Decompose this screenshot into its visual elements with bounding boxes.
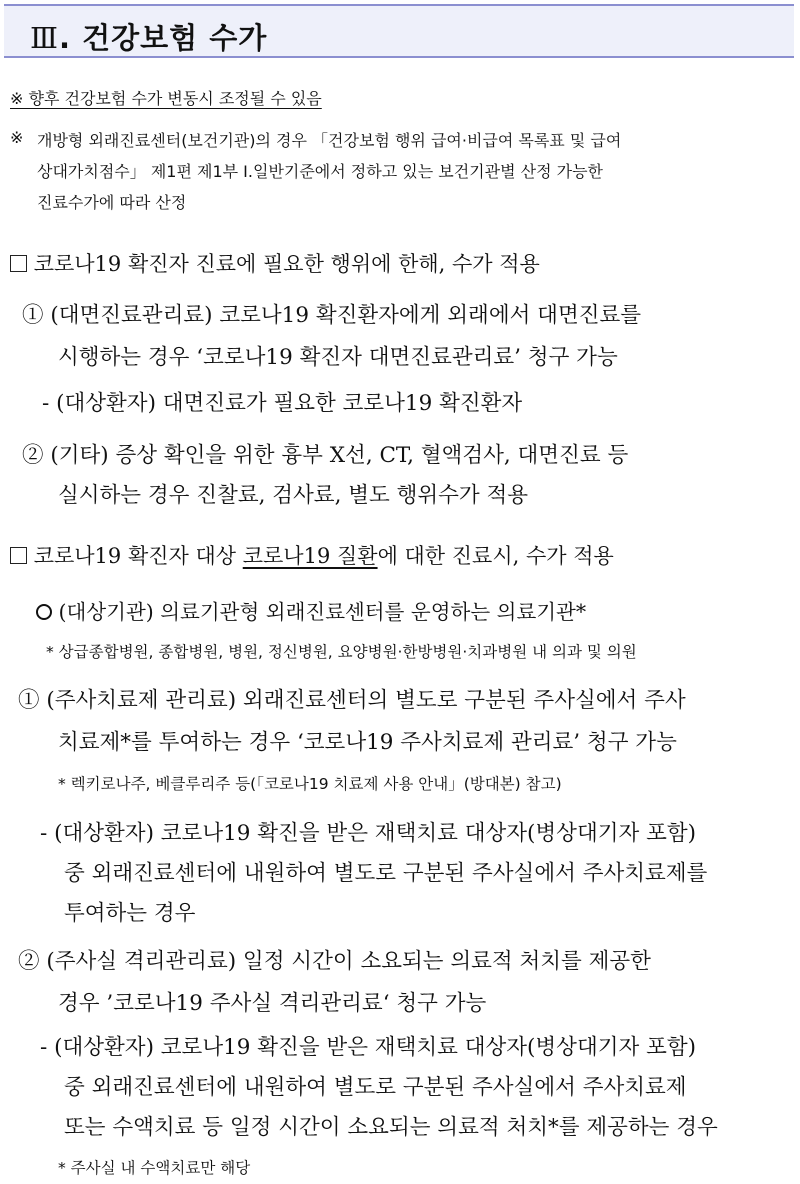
s2-item1-note: * 렉키로나주, 베클루리주 등(「코로나19 치료제 사용 안내」(방대본) 참고) (58, 775, 562, 793)
s1-item1-line1: ① (대면진료관리료) 코로나19 확진환자에게 외래에서 대면진료를 (22, 303, 642, 328)
section-title-bar (4, 4, 794, 58)
title-text: . 건강보험 수가 (58, 21, 268, 55)
s1-item1-target: - (대상환자) 대면진료가 필요한 코로나19 확진환자 (42, 391, 523, 416)
s2-item2-target-line1: - (대상환자) 코로나19 확진을 받은 재택치료 대상자(병상대기자 포함) (40, 1035, 697, 1060)
s1-item1-line2: 시행하는 경우 ‘코로나19 확진자 대면진료관리료’ 청구 가능 (58, 345, 618, 370)
s2-item2-line2: 경우 ’코로나19 주사실 격리관리료‘ 청구 가능 (58, 991, 487, 1016)
section-2-heading-pre: 코로나19 확진자 대상 (33, 544, 243, 568)
roman-numeral: Ⅲ (30, 21, 59, 55)
checkbox-square-icon (10, 547, 27, 564)
section-2-heading (10, 540, 614, 570)
checkbox-square-icon (10, 255, 27, 272)
s2-target-institution (36, 595, 586, 625)
s2-target-institution-text: (대상기관) 의료기관형 외래진료센터를 운영하는 의료기관* (58, 600, 587, 624)
s2-item2-line1: ② (주사실 격리관리료) 일정 시간이 소요되는 의료적 처치를 제공한 (18, 949, 651, 974)
s2-item1-target-line2: 중 외래진료센터에 내원하여 별도로 구분된 주사실에서 주사치료제를 (64, 861, 708, 886)
s2-item1-target-line1: - (대상환자) 코로나19 확진을 받은 재택치료 대상자(병상대기자 포함) (40, 821, 697, 846)
notice-price-change: ※ 향후 건강보험 수가 변동시 조정될 수 있음 (10, 89, 322, 108)
s2-item2-target-line2: 중 외래진료센터에 내원하여 별도로 구분된 주사실에서 주사치료제 (64, 1075, 687, 1100)
section-1-heading (10, 248, 540, 278)
s2-item1-line2: 치료제*를 투여하는 경우 ‘코로나19 주사치료제 관리료’ 청구 가능 (58, 730, 677, 755)
s2-target-institution-note: * 상급종합병원, 종합병원, 병원, 정신병원, 요양병원·한방병원·치과병원 내 의과 및 의원 (46, 643, 637, 661)
notice-mark: ※ (10, 128, 24, 147)
section-2-heading-post: 에 대한 진료시, 수가 적용 (377, 544, 614, 568)
notice-line-2: 상대가치점수」 제1편 제1부 Ⅰ.일반기준에서 정하고 있는 보건기관별 산정 가능한 (37, 162, 603, 181)
notice-line-3: 진료수가에 따라 산정 (37, 193, 187, 212)
page-title (30, 16, 267, 57)
section-1-heading-text: 코로나19 확진자 진료에 필요한 행위에 한해, 수가 적용 (33, 252, 540, 276)
s1-item2-line2: 실시하는 경우 진찰료, 검사료, 별도 행위수가 적용 (58, 483, 529, 508)
section-2-heading-underlined: 코로나19 질환 (242, 544, 378, 568)
s1-item2-line1: ② (기타) 증상 확인을 위한 흉부 X선, CT, 혈액검사, 대면진료 등 (22, 443, 629, 468)
s2-item1-target-line3: 투여하는 경우 (64, 901, 196, 926)
s2-item2-target-line3: 또는 수액치료 등 일정 시간이 소요되는 의료적 처치*를 제공하는 경우 (64, 1115, 718, 1140)
notice-line-1: 개방형 외래진료센터(보건기관)의 경우 「건강보험 행위 급여·비급여 목록표 및 급여 (37, 131, 622, 150)
s2-item2-note: * 주사실 내 수액치료만 해당 (58, 1159, 251, 1177)
s2-item1-line1: ① (주사치료제 관리료) 외래진료센터의 별도로 구분된 주사실에서 주사 (18, 688, 686, 713)
circle-bullet-icon (36, 604, 52, 620)
